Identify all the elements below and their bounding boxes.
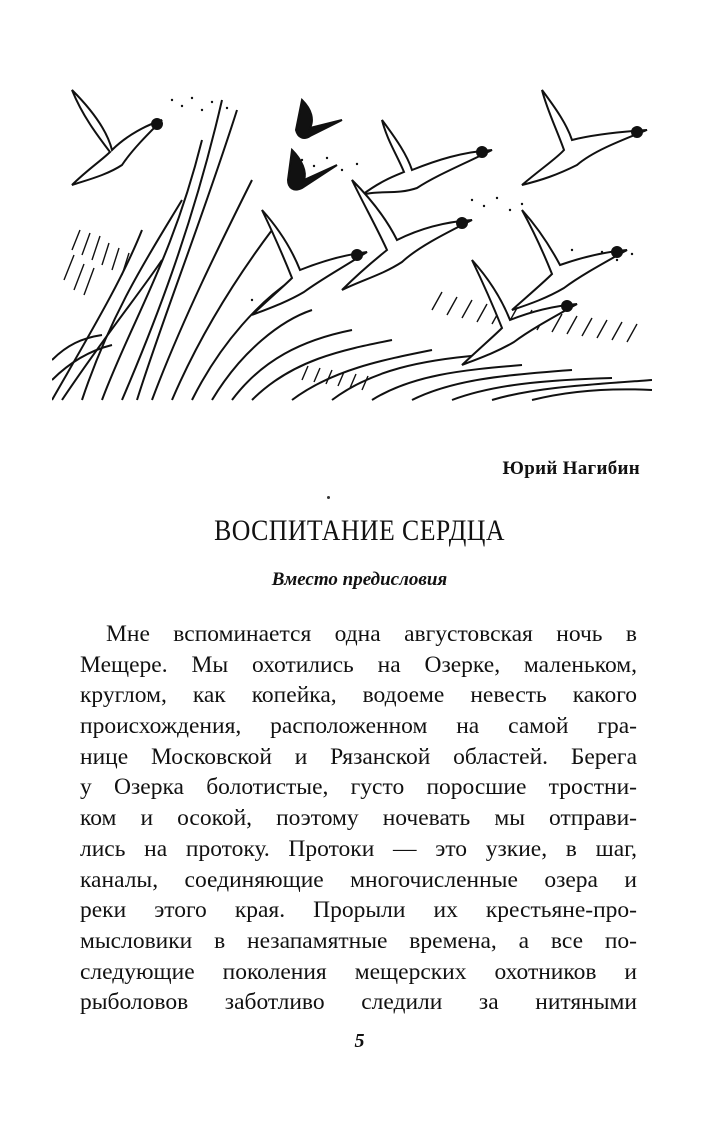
ducks-reeds-illustration [52,80,652,410]
text-line: следующие поколения мещерских охотников и [80,958,637,985]
page-number: 5 [354,1030,365,1052]
flying-ducks [72,90,647,365]
text-line: у Озерка болотистые, густо поросшие тростни- [80,774,637,801]
text-line: круглом, как копейка, водоеме невесть какого [80,682,637,709]
text-line: каналы, соединяющие многочисленные озера и [80,866,637,893]
duck-6 [342,180,472,290]
text-line: происхождения, расположенном на самой гра- [80,713,637,740]
text-line: ком и осокой, поэтому ночевать мы отправи- [80,805,637,832]
chapter-title: ВОСПИТАНИЕ СЕРДЦА [214,514,505,547]
duck-7 [252,210,367,315]
text-line: нице Московской и Рязанской областей. Берега [80,743,637,770]
text-line: Мещере. Мы охотились на Озерке, маленьком, [80,651,637,678]
duck-5 [522,90,647,185]
text-line: Мне вспоминается одна августовская ночь в [106,621,637,647]
text-line: реки этого края. Прорыли их крестьяне-про- [80,897,637,924]
duck-2 [296,100,342,138]
text-line: рыболовов заботливо следили за нитяными [80,989,637,1016]
duck-4 [362,120,492,195]
body-paragraph [80,619,637,1018]
duck-8 [512,210,627,310]
chapter-subtitle: Вместо предисловия [271,569,448,590]
text-line: лись на протоку. Протоки — это узкие, в шаг, [80,835,637,862]
text-line: мысловики в незапамятные времена, а все по- [80,927,637,954]
decorative-dot [327,496,330,499]
duck-1 [72,90,162,185]
duck-3 [288,150,337,190]
author-name: Юрий Нагибин [502,458,640,479]
